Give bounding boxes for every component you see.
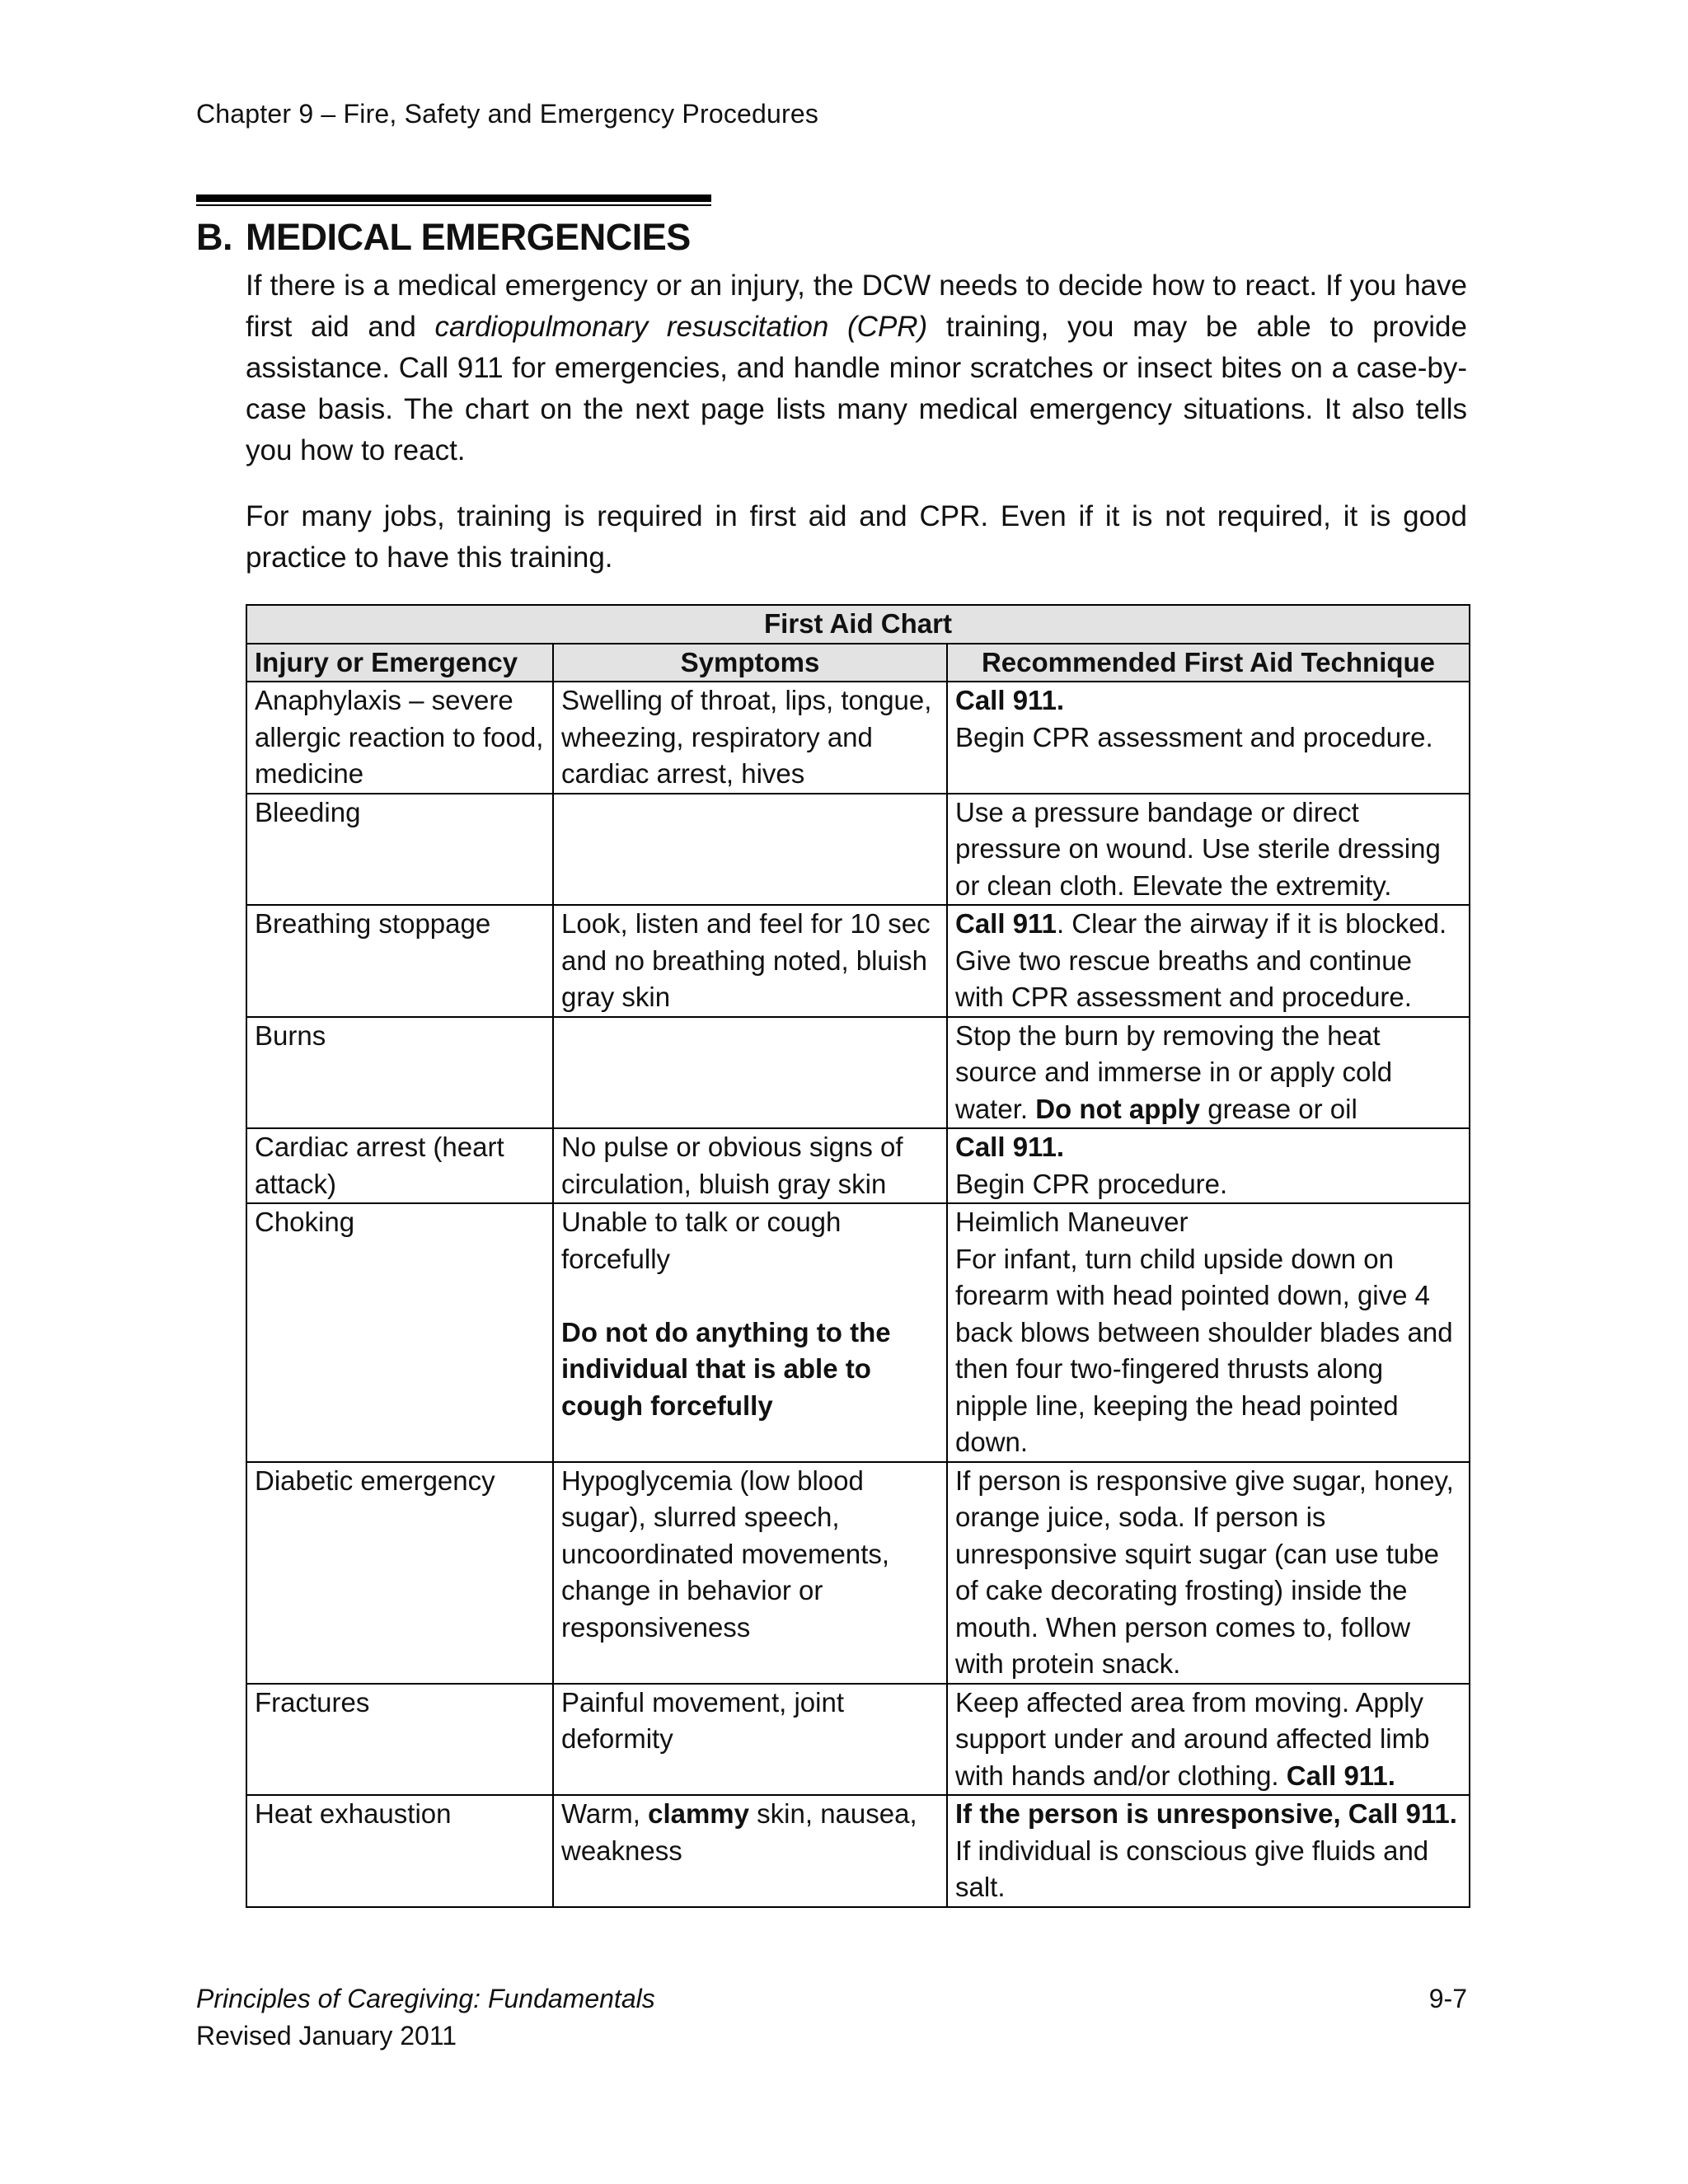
symptoms-cell: No pulse or obvious signs of circulation, bluish gray skin	[553, 1128, 947, 1203]
first-aid-chart	[246, 604, 1470, 1908]
symptoms-cell	[553, 1017, 947, 1129]
table-row	[246, 1684, 1470, 1796]
symptoms-cell	[553, 1795, 947, 1907]
footer-book-title: Principles of Caregiving: Fundamentals	[196, 1984, 655, 2013]
symptoms-cell	[553, 794, 947, 906]
spacer	[561, 1277, 939, 1315]
footer-left	[196, 1980, 655, 2055]
symptoms-bold-text: clammy	[648, 1798, 750, 1829]
footer-page-number: 9-7	[1428, 1984, 1467, 2013]
section-heading	[196, 216, 691, 259]
technique-bold-text: Call 911.	[955, 685, 1065, 715]
technique-title: Heimlich Maneuver	[955, 1207, 1189, 1237]
header-rule-thin	[196, 204, 711, 206]
technique-bold-text: If the person is unresponsive, Call 911.	[955, 1798, 1457, 1829]
table-row	[246, 1203, 1470, 1462]
injury-cell: Choking	[246, 1203, 553, 1462]
running-header: Chapter 9 – Fire, Safety and Emergency Procedures	[196, 99, 819, 129]
table-row	[246, 682, 1470, 794]
technique-cell	[947, 682, 1470, 794]
technique-cell	[947, 1684, 1470, 1796]
footer-revised: Revised January 2011	[196, 2021, 457, 2050]
table-row	[246, 1017, 1470, 1129]
symptoms-cell: Hypoglycemia (low blood sugar), slurred speech, uncoordinated movements, change in behavior or responsiveness	[553, 1462, 947, 1684]
technique-text-after: grease or oil	[1200, 1093, 1357, 1124]
technique-cell	[947, 1203, 1470, 1462]
intro-p1-part-a: If there is a medical emergency or an injury, the DCW needs to decide how to react. If you have first aid and	[246, 269, 1467, 343]
technique-text: If individual is conscious give fluids and salt.	[955, 1835, 1429, 1902]
technique-bold-text: Do not apply	[1035, 1093, 1201, 1124]
table-row	[246, 1128, 1470, 1203]
table-row	[246, 1462, 1470, 1684]
technique-cell	[947, 1795, 1470, 1907]
technique-text: . Clear the airway if it is blocked. Give two rescue breaths and continue with CPR assessment and procedure.	[955, 908, 1447, 1012]
table-row	[246, 1795, 1470, 1907]
symptoms-text: Unable to talk or cough forcefully	[561, 1207, 842, 1274]
symptoms-cell: Painful movement, joint deformity	[553, 1684, 947, 1796]
symptoms-bold-text: Do not do anything to the individual that is able to cough forcefully	[561, 1316, 891, 1421]
table-header-row	[246, 644, 1470, 682]
technique-cell	[947, 905, 1470, 1017]
intro-p1-cpr-term: cardiopulmonary resuscitation (CPR)	[434, 311, 928, 343]
header-rule-thick	[196, 194, 711, 202]
table-row	[246, 794, 1470, 906]
intro-paragraph-1	[246, 265, 1467, 471]
injury-cell: Cardiac arrest (heart attack)	[246, 1128, 553, 1203]
technique-text: For infant, turn child upside down on forearm with head pointed down, give 4 back blows between shoulder blades and then four two-fingered thrusts along nipple line, keeping the head pointed down.	[955, 1243, 1453, 1457]
technique-bold-text: Call 911	[955, 908, 1057, 939]
section-number: B.	[196, 216, 232, 258]
technique-bold-text: Call 911.	[1286, 1760, 1395, 1791]
injury-cell: Burns	[246, 1017, 553, 1129]
injury-cell: Bleeding	[246, 794, 553, 906]
symptoms-cell	[553, 1203, 947, 1462]
technique-cell: Use a pressure bandage or direct pressure on wound. Use sterile dressing or clean cloth. Elevate the extremity.	[947, 794, 1470, 906]
technique-text: Begin CPR procedure.	[955, 1168, 1228, 1199]
column-header-symptoms: Symptoms	[553, 644, 947, 682]
injury-cell: Fractures	[246, 1684, 553, 1796]
injury-cell: Heat exhaustion	[246, 1795, 553, 1907]
intro-p1-part-b: training, you may be able to provide assistance. Call 911 for emergencies, and handle minor scratches or insect bites on a case-by-case basis. The chart on the next page lists many medical emergency situations. It also tells you how to react.	[246, 311, 1467, 466]
technique-bold-text: Call 911.	[955, 1132, 1065, 1162]
table-title: First Aid Chart	[246, 605, 1470, 644]
table-row	[246, 905, 1470, 1017]
technique-cell	[947, 1128, 1470, 1203]
technique-text: Stop the burn by removing the heat source and immerse in or apply cold water.	[955, 1019, 1393, 1124]
technique-text: Keep affected area from moving. Apply support under and around affected limb with hands and/or clothing.	[955, 1686, 1430, 1791]
technique-cell	[947, 1017, 1470, 1129]
injury-cell: Anaphylaxis – severe allergic reaction to food, medicine	[246, 682, 553, 794]
table-title-row	[246, 605, 1470, 644]
symptoms-text-b: skin, nausea, weakness	[561, 1798, 917, 1866]
section-title: MEDICAL EMERGENCIES	[246, 216, 691, 258]
column-header-injury: Injury or Emergency	[246, 644, 553, 682]
injury-cell: Diabetic emergency	[246, 1462, 553, 1684]
injury-cell: Breathing stoppage	[246, 905, 553, 1017]
intro-paragraph-2: For many jobs, training is required in first aid and CPR. Even if it is not required, it is good practice to have this training.	[246, 500, 1467, 574]
column-header-technique: Recommended First Aid Technique	[947, 644, 1470, 682]
symptoms-cell: Look, listen and feel for 10 sec and no breathing noted, bluish gray skin	[553, 905, 947, 1017]
technique-cell: If person is responsive give sugar, honey, orange juice, soda. If person is unresponsive squirt sugar (can use tube of cake decorating frosting) inside the mouth. When person comes to, follow with protein snack.	[947, 1462, 1470, 1684]
technique-text: Begin CPR assessment and procedure.	[955, 721, 1433, 752]
symptoms-cell: Swelling of throat, lips, tongue, wheezing, respiratory and cardiac arrest, hives	[553, 682, 947, 794]
symptoms-text-a: Warm,	[561, 1798, 649, 1829]
